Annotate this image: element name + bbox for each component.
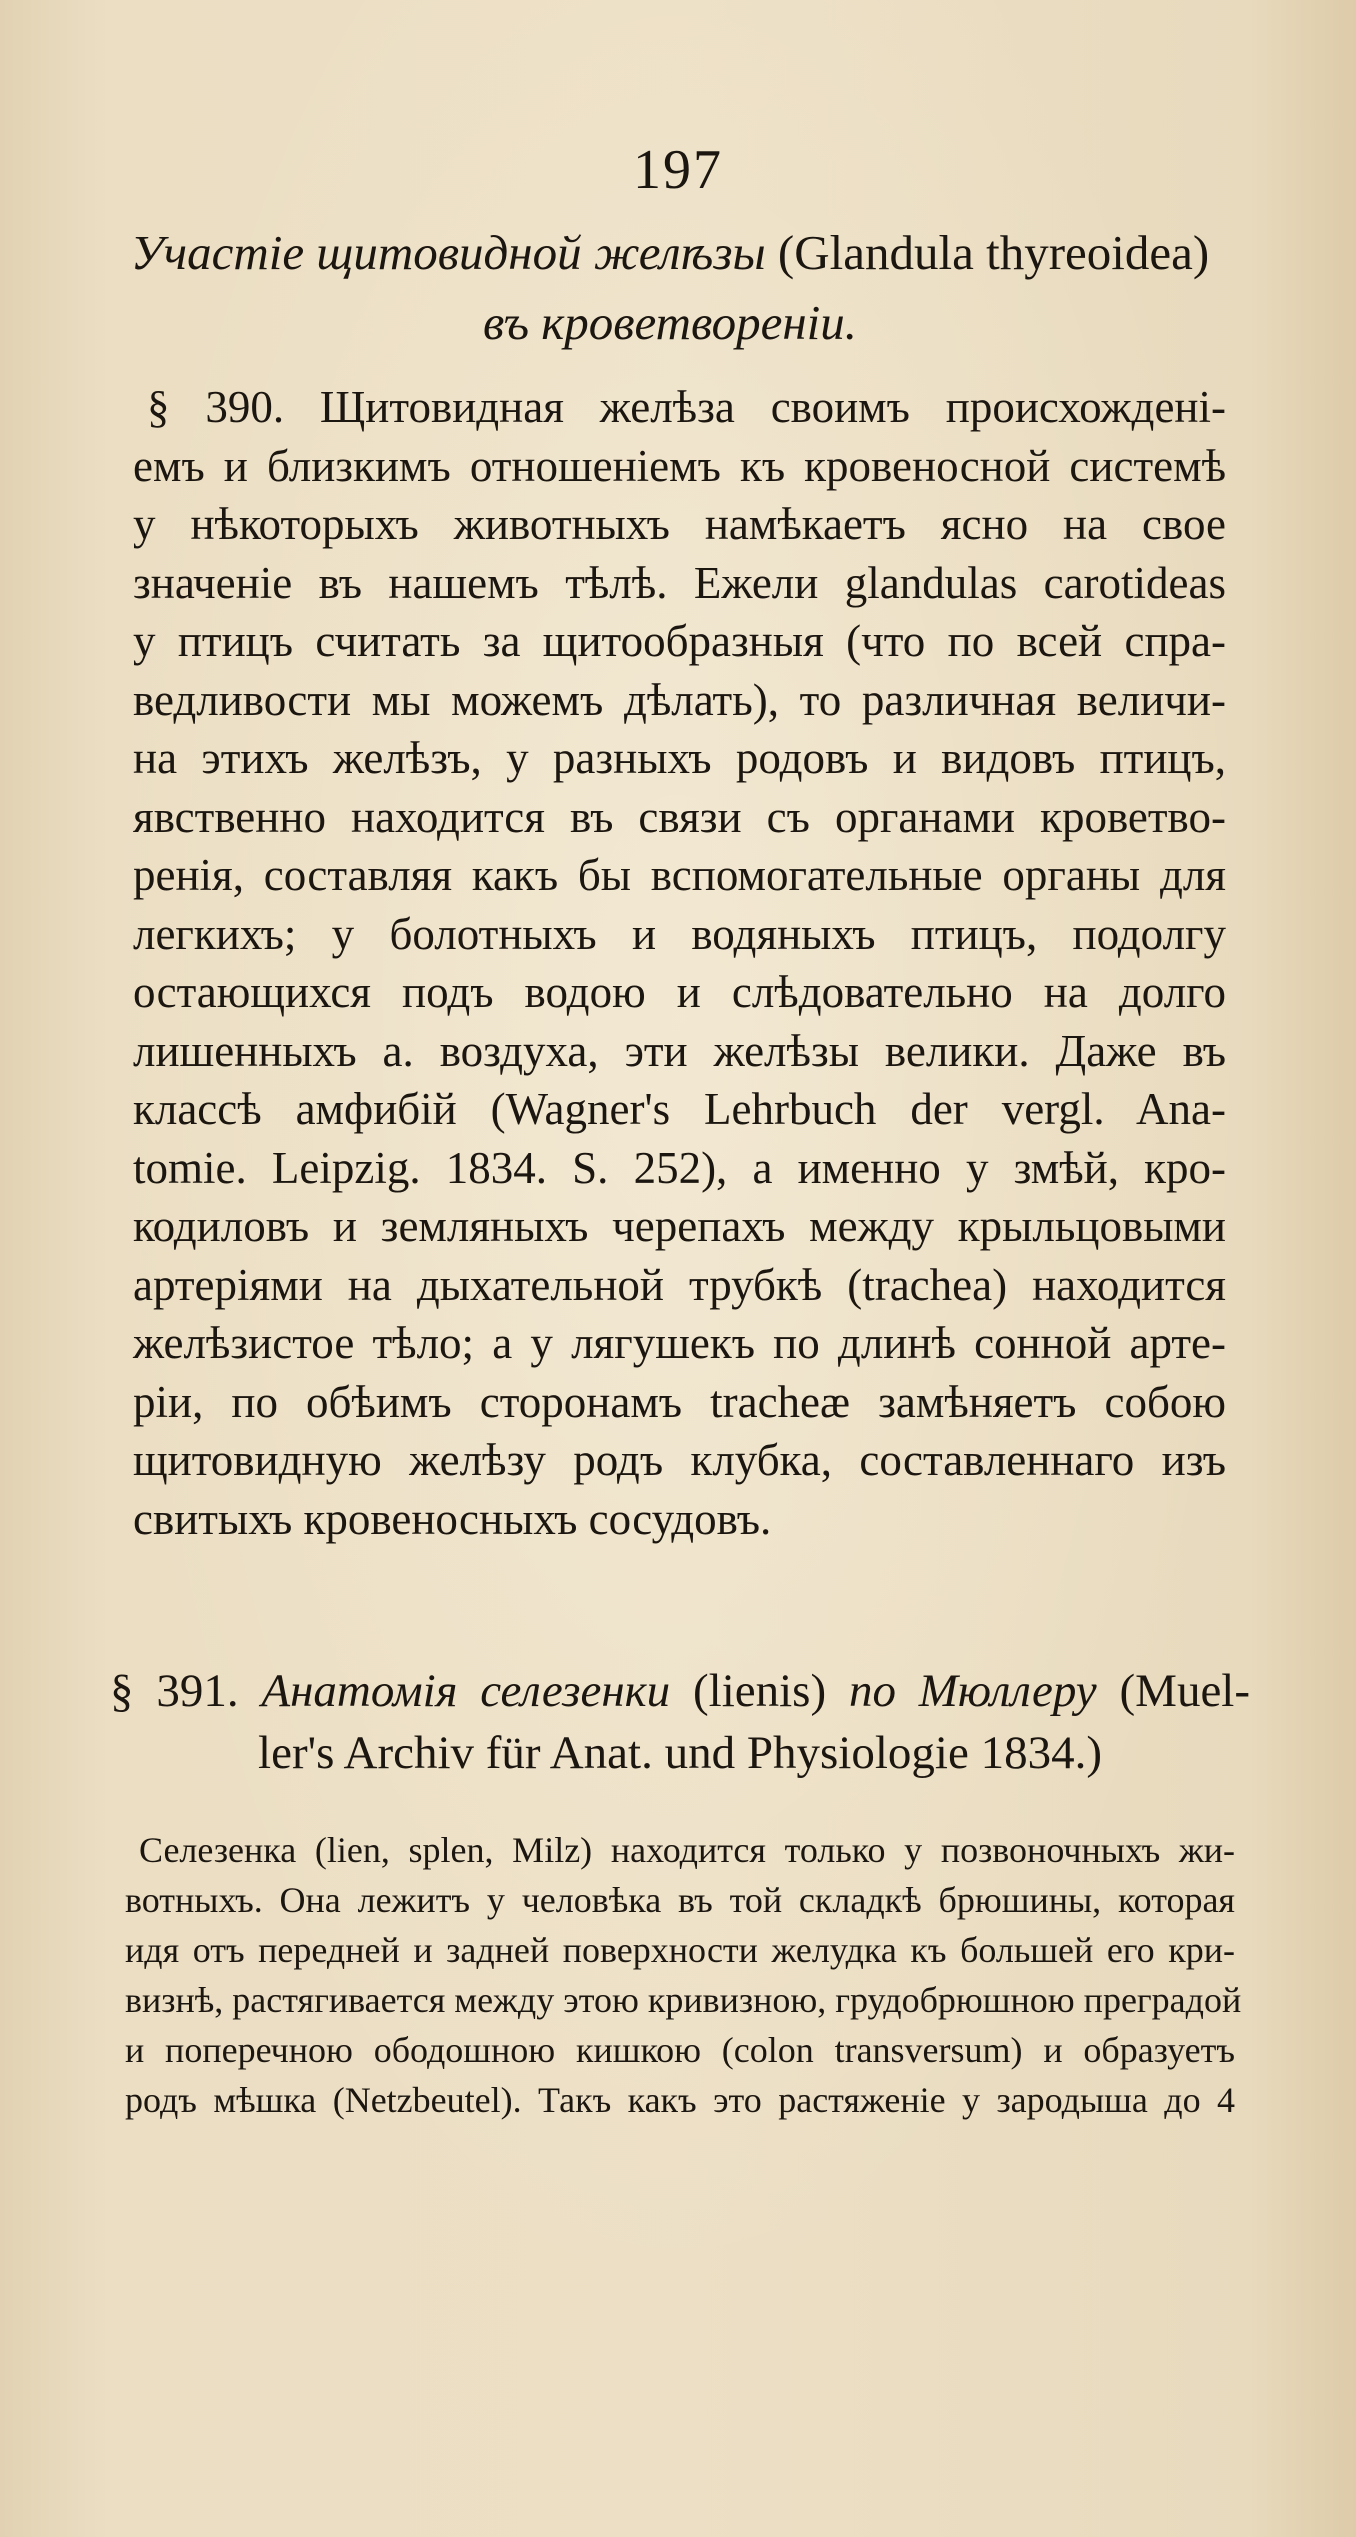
small-text-line: вотныхъ. Она лежитъ у человѣка въ той складкѣ брюшины, которая bbox=[125, 1880, 1235, 1920]
text-line: ведливости мы можемъ дѣлать), то различная величи- bbox=[133, 674, 1226, 725]
text-line: tomie. Leipzig. 1834. S. 252), а именно у змѣй, кро- bbox=[133, 1142, 1226, 1193]
section-391-author: по Мюллеру bbox=[848, 1665, 1097, 1717]
text-line: желѣзистое тѣло; а у лягушекъ по длинѣ сонной арте- bbox=[133, 1318, 1226, 1368]
small-text-line: родъ мѣшка (Netzbeutel). Такъ какъ это растяженiе у зародыша до 4 bbox=[125, 2080, 1235, 2120]
section-391-latin: (lienis) bbox=[692, 1665, 827, 1717]
text-line: классѣ амфибiй (Wagner's Lehrbuch der vergl. Ana- bbox=[133, 1084, 1226, 1134]
section-391-line-1 bbox=[110, 1660, 1250, 1722]
text-line: лишенныхъ а. воздуха, эти желѣзы велики. Даже въ bbox=[133, 1025, 1226, 1076]
text-line: на этихъ желѣзъ, у разныхъ родовъ и видовъ птицъ, bbox=[133, 733, 1226, 783]
small-print-paragraph bbox=[125, 1825, 1242, 2125]
section-391-heading bbox=[110, 1660, 1250, 1784]
heading-ru: Участiе щитовидной желѣзы bbox=[130, 225, 766, 280]
text-line: § 390. Щитовидная желѣза своимъ происхожденi- bbox=[147, 382, 1226, 432]
small-text-line: Селезенка (lien, splen, Milz) находится только у позвоночныхъ жи- bbox=[139, 1830, 1235, 1870]
heading-latin: (Glandula thyreoidea) bbox=[777, 225, 1210, 280]
section-390-paragraph bbox=[133, 378, 1226, 1548]
text-line: щитовидную желѣзу родъ клубка, составленнаго изъ bbox=[133, 1435, 1226, 1485]
small-text-line: и поперечною ободошною кишкою (colon transversum) и образуетъ bbox=[125, 2030, 1235, 2070]
text-line: у нѣкоторыхъ животныхъ намѣкаетъ ясно на свое bbox=[133, 499, 1226, 549]
text-line: ренiя, составляя какъ бы вспомогательные органы для bbox=[133, 850, 1226, 900]
section-391-number: § 391. bbox=[110, 1665, 239, 1717]
text-line: емъ и близкимъ отношенiемъ къ кровеносной системѣ bbox=[133, 440, 1226, 491]
text-line: рiи, по обѣимъ сторонамъ tracheæ замѣняетъ собою bbox=[133, 1376, 1226, 1427]
heading-line-1 bbox=[100, 218, 1240, 288]
text-line: явственно находится въ связи съ органами кроветво- bbox=[133, 791, 1226, 842]
section-391-ref-end: ler's Archiv für Anat. und Physiologie 1834.) bbox=[258, 1727, 1102, 1779]
page-number: 197 bbox=[633, 139, 723, 201]
text-line: значенiе въ нашемъ тѣлѣ. Ежели glandulas carotideas bbox=[133, 557, 1226, 608]
section-heading bbox=[100, 218, 1240, 358]
text-line: свитыхъ кровеносныхъ сосудовъ. bbox=[133, 1493, 772, 1544]
text-line: у птицъ считать за щитообразныя (что по всей спра- bbox=[133, 616, 1226, 666]
text-line: остающихся подъ водою и слѣдовательно на долго bbox=[133, 967, 1226, 1017]
text-line: кодиловъ и земляныхъ черепахъ между крыльцовыми bbox=[133, 1201, 1226, 1251]
text-line: легкихъ; у болотныхъ и водяныхъ птицъ, подолгу bbox=[133, 908, 1226, 959]
text-line: артерiями на дыхательной трубкѣ (trachea) находится bbox=[133, 1259, 1226, 1310]
section-391-ref-start: (Muel- bbox=[1119, 1665, 1251, 1717]
small-text-line: визнѣ, растягивается между этою кривизною, грудобрюшною преградой bbox=[125, 1980, 1242, 2020]
small-text-line: идя отъ передней и задней поверхности желудка къ большей его кри- bbox=[125, 1930, 1235, 1970]
heading-line-2: въ кроветворенiи. bbox=[482, 295, 858, 350]
section-391-title-ru: Анатомiя селезенки bbox=[261, 1665, 671, 1717]
